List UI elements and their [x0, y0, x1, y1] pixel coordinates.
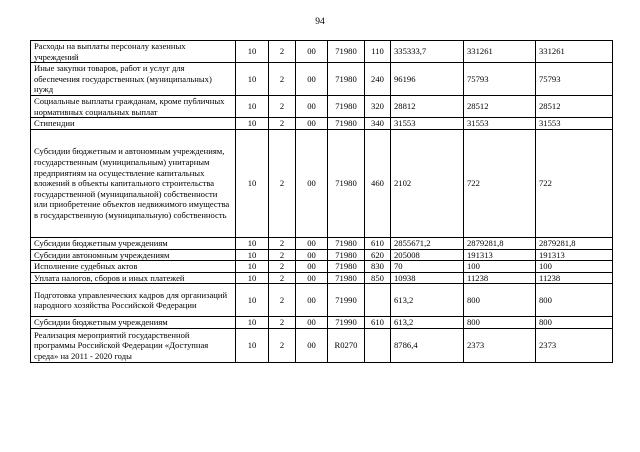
target-article-code: 71980 — [328, 237, 365, 249]
table-row — [31, 284, 613, 317]
amount-year-2: 75793 — [464, 63, 536, 96]
program-code: 00 — [296, 328, 328, 362]
expense-type-code: 850 — [365, 272, 391, 284]
subsection-code: 2 — [269, 317, 296, 329]
target-article-code: 71980 — [328, 41, 365, 63]
target-article-code: 71980 — [328, 96, 365, 118]
table-row — [31, 96, 613, 118]
expense-type-code: 610 — [365, 317, 391, 329]
amount-year-3: 11238 — [536, 272, 613, 284]
amount-year-2: 800 — [464, 317, 536, 329]
section-code: 10 — [236, 249, 269, 261]
section-code: 10 — [236, 272, 269, 284]
subsection-code: 2 — [269, 237, 296, 249]
row-description: Субсидии бюджетным учреждениям — [31, 317, 236, 329]
amount-year-2: 331261 — [464, 41, 536, 63]
target-article-code: 71980 — [328, 129, 365, 237]
target-article-code: R0270 — [328, 328, 365, 362]
expense-type-code: 340 — [365, 118, 391, 130]
table-row — [31, 129, 613, 237]
table-row — [31, 328, 613, 362]
section-code: 10 — [236, 261, 269, 273]
amount-year-1: 8786,4 — [391, 328, 464, 362]
subsection-code: 2 — [269, 96, 296, 118]
expense-type-code: 320 — [365, 96, 391, 118]
target-article-code: 71980 — [328, 272, 365, 284]
amount-year-3: 31553 — [536, 118, 613, 130]
table-row — [31, 237, 613, 249]
section-code: 10 — [236, 63, 269, 96]
table-row — [31, 249, 613, 261]
amount-year-1: 2102 — [391, 129, 464, 237]
subsection-code: 2 — [269, 41, 296, 63]
amount-year-3: 800 — [536, 317, 613, 329]
subsection-code: 2 — [269, 261, 296, 273]
target-article-code: 71980 — [328, 249, 365, 261]
table-row — [31, 63, 613, 96]
program-code: 00 — [296, 63, 328, 96]
amount-year-3: 722 — [536, 129, 613, 237]
amount-year-1: 28812 — [391, 96, 464, 118]
amount-year-1: 335333,7 — [391, 41, 464, 63]
program-code: 00 — [296, 261, 328, 273]
amount-year-1: 613,2 — [391, 284, 464, 317]
section-code: 10 — [236, 129, 269, 237]
row-description: Субсидии автономным учреждениям — [31, 249, 236, 261]
expense-type-code: 830 — [365, 261, 391, 273]
target-article-code: 71980 — [328, 261, 365, 273]
subsection-code: 2 — [269, 249, 296, 261]
row-description: Социальные выплаты гражданам, кроме публичных нормативных социальных выплат — [31, 96, 236, 118]
amount-year-1: 70 — [391, 261, 464, 273]
program-code: 00 — [296, 96, 328, 118]
row-description: Субсидии бюджетным и автономным учреждениям, государственным (муниципальным) унитарным предприятиям на осуществление капитальных вложений в объекты капитального строительства государственной (муниципальной) собственности или приобретение объектов недвижимого имущества в государственную (муниципальную) собственность — [31, 129, 236, 237]
target-article-code: 71980 — [328, 63, 365, 96]
expense-type-code: 610 — [365, 237, 391, 249]
subsection-code: 2 — [269, 328, 296, 362]
row-description: Исполнение судебных актов — [31, 261, 236, 273]
amount-year-2: 28512 — [464, 96, 536, 118]
section-code: 10 — [236, 96, 269, 118]
amount-year-1: 31553 — [391, 118, 464, 130]
row-description: Уплата налогов, сборов и иных платежей — [31, 272, 236, 284]
section-code: 10 — [236, 328, 269, 362]
program-code: 00 — [296, 284, 328, 317]
amount-year-3: 28512 — [536, 96, 613, 118]
amount-year-2: 100 — [464, 261, 536, 273]
amount-year-2: 2373 — [464, 328, 536, 362]
program-code: 00 — [296, 129, 328, 237]
amount-year-2: 11238 — [464, 272, 536, 284]
subsection-code: 2 — [269, 284, 296, 317]
expense-type-code: 460 — [365, 129, 391, 237]
section-code: 10 — [236, 237, 269, 249]
amount-year-1: 613,2 — [391, 317, 464, 329]
section-code: 10 — [236, 41, 269, 63]
program-code: 00 — [296, 41, 328, 63]
amount-year-3: 2373 — [536, 328, 613, 362]
amount-year-1: 2855671,2 — [391, 237, 464, 249]
expense-type-code: 110 — [365, 41, 391, 63]
program-code: 00 — [296, 237, 328, 249]
program-code: 00 — [296, 272, 328, 284]
amount-year-3: 331261 — [536, 41, 613, 63]
budget-table — [30, 40, 613, 363]
amount-year-2: 191313 — [464, 249, 536, 261]
amount-year-1: 10938 — [391, 272, 464, 284]
row-description: Субсидии бюджетным учреждениям — [31, 237, 236, 249]
amount-year-1: 96196 — [391, 63, 464, 96]
table-row — [31, 272, 613, 284]
amount-year-3: 75793 — [536, 63, 613, 96]
row-description: Иные закупки товаров, работ и услуг для обеспечения государственных (муниципальных) нужд — [31, 63, 236, 96]
subsection-code: 2 — [269, 118, 296, 130]
program-code: 00 — [296, 249, 328, 261]
section-code: 10 — [236, 284, 269, 317]
subsection-code: 2 — [269, 63, 296, 96]
subsection-code: 2 — [269, 272, 296, 284]
row-description: Стипендии — [31, 118, 236, 130]
expense-type-code: 620 — [365, 249, 391, 261]
amount-year-2: 800 — [464, 284, 536, 317]
program-code: 00 — [296, 118, 328, 130]
page-number: 94 — [315, 17, 325, 27]
amount-year-2: 722 — [464, 129, 536, 237]
subsection-code: 2 — [269, 129, 296, 237]
row-description: Реализация мероприятий государственной программы Российской Федерации «Доступная среда» на 2011 - 2020 годы — [31, 328, 236, 362]
amount-year-3: 100 — [536, 261, 613, 273]
row-description: Подготовка управленческих кадров для организаций народного хозяйства Российской Федерации — [31, 284, 236, 317]
target-article-code: 71990 — [328, 317, 365, 329]
section-code: 10 — [236, 317, 269, 329]
amount-year-2: 2879281,8 — [464, 237, 536, 249]
expense-type-code — [365, 284, 391, 317]
table-row — [31, 41, 613, 63]
amount-year-3: 800 — [536, 284, 613, 317]
expense-type-code: 240 — [365, 63, 391, 96]
table-row — [31, 261, 613, 273]
amount-year-3: 2879281,8 — [536, 237, 613, 249]
amount-year-3: 191313 — [536, 249, 613, 261]
target-article-code: 71980 — [328, 118, 365, 130]
table-row — [31, 118, 613, 130]
expense-type-code — [365, 328, 391, 362]
amount-year-2: 31553 — [464, 118, 536, 130]
table-row — [31, 317, 613, 329]
section-code: 10 — [236, 118, 269, 130]
amount-year-1: 205008 — [391, 249, 464, 261]
program-code: 00 — [296, 317, 328, 329]
target-article-code: 71990 — [328, 284, 365, 317]
row-description: Расходы на выплаты персоналу казенных учреждений — [31, 41, 236, 63]
